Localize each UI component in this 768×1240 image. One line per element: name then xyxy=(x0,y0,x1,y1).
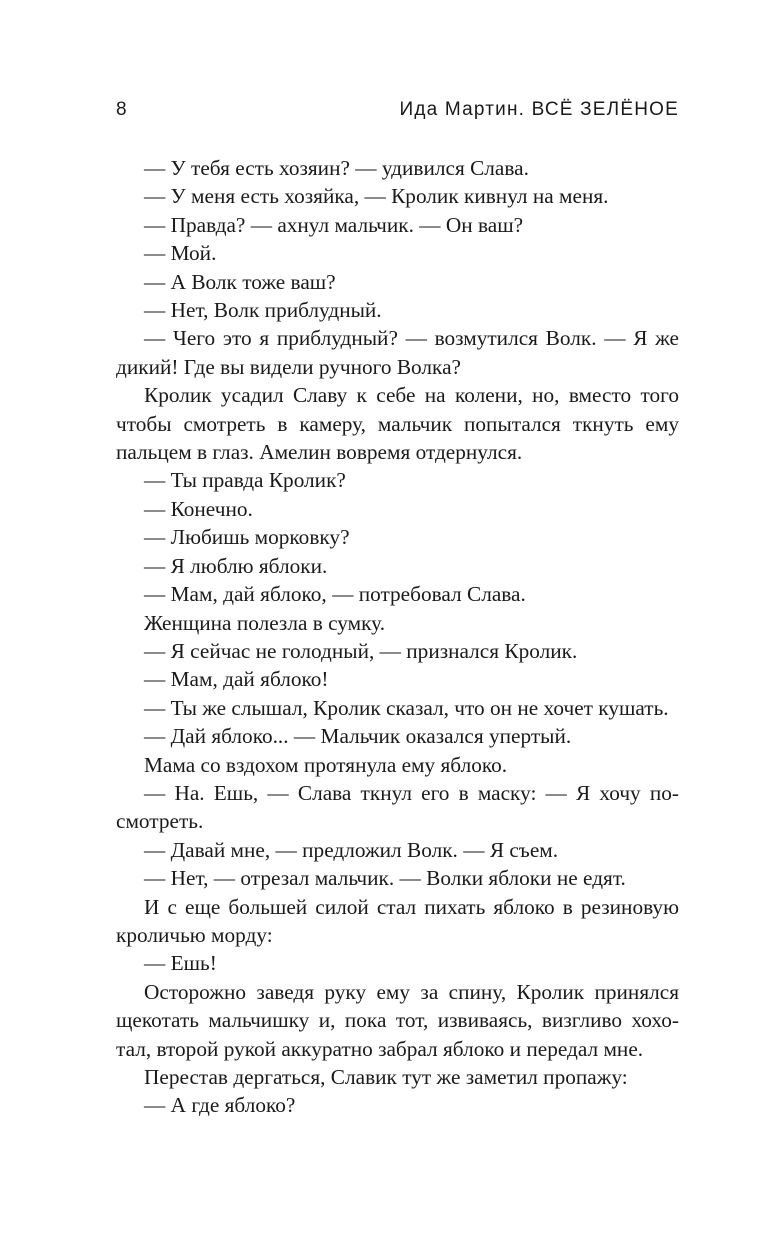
text-line: — Дай яблоко... — Мальчик оказался упертый. xyxy=(144,724,572,749)
page-number: 8 xyxy=(116,99,128,120)
text-line: — На. Ешь, — Слава ткнул его в маску: — Я хочу по- xyxy=(144,780,679,805)
text-line: щекотать мальчишку и, пока тот, извиваясь, визгливо хохо- xyxy=(116,1008,679,1033)
paragraph xyxy=(116,836,679,864)
text-line: тал, второй рукой аккуратно забрал яблоко и передал мне. xyxy=(116,1036,644,1061)
text-line: Кролик усадил Славу к себе на колени, но, вместо того xyxy=(144,383,679,408)
text-line: — Ты правда Кролик? xyxy=(144,468,346,493)
paragraph xyxy=(116,864,679,892)
text-line: — А Волк тоже ваш? xyxy=(144,269,336,294)
text-line: — У тебя есть хозяин? — удивился Слава. xyxy=(144,156,529,180)
paragraph xyxy=(116,949,679,977)
running-title: Ида Мартин. ВСЁ ЗЕЛЁНОЕ xyxy=(399,99,679,120)
text-line: — Правда? — ахнул мальчик. — Он ваш? xyxy=(144,212,524,237)
text-line: — Ты же слышал, Кролик сказал, что он не хочет кушать. xyxy=(144,695,669,720)
text-line: — А где яблоко? xyxy=(144,1093,296,1118)
paragraph xyxy=(116,665,679,693)
text-line: — У меня есть хозяйка, — Кролик кивнул на меня. xyxy=(144,184,609,209)
paragraph xyxy=(116,609,679,637)
paragraph xyxy=(116,211,679,239)
page-header xyxy=(116,96,679,124)
paragraph xyxy=(116,694,679,722)
paragraph xyxy=(116,580,679,608)
paragraph xyxy=(116,268,679,296)
text-line: — Нет, Волк приблудный. xyxy=(144,298,382,323)
paragraph xyxy=(116,154,679,182)
paragraph xyxy=(116,1063,679,1091)
paragraph xyxy=(116,722,679,750)
paragraph xyxy=(116,381,679,466)
paragraph xyxy=(116,495,679,523)
paragraph xyxy=(116,893,679,950)
text-line: Женщина полезла в сумку. xyxy=(144,610,386,635)
paragraph xyxy=(116,324,679,381)
text-line: И с еще большей силой стал пихать яблоко в резиновую xyxy=(144,894,679,919)
paragraph xyxy=(116,523,679,551)
paragraph xyxy=(116,466,679,494)
text-line: — Мам, дай яблоко! xyxy=(144,667,329,692)
paragraph xyxy=(116,552,679,580)
text-line: чтобы смотреть в камеру, мальчик попытался ткнуть ему xyxy=(116,411,679,436)
text-line: — Мой. xyxy=(144,241,217,266)
text-line: — Давай мне, — предложил Волк. — Я съем. xyxy=(144,837,559,862)
text-line: Мама со вздохом протянула ему яблоко. xyxy=(144,752,508,777)
text-line: Перестав дергаться, Славик тут же заметил пропажу: xyxy=(144,1065,628,1089)
paragraph xyxy=(116,239,679,267)
text-line: дикий! Где вы видели ручного Волка? xyxy=(116,354,461,379)
paragraph xyxy=(116,779,679,836)
body-text xyxy=(116,154,679,1120)
text-line: кроличью морду: xyxy=(116,922,273,947)
paragraph xyxy=(116,1091,679,1119)
text-line: — Я люблю яблоки. xyxy=(144,553,328,578)
text-line: — Мам, дай яблоко, — потребовал Слава. xyxy=(144,582,526,607)
text-line: — Конечно. xyxy=(144,496,253,521)
text-line: — Нет, — отрезал мальчик. — Волки яблоки не едят. xyxy=(144,866,626,891)
paragraph xyxy=(116,637,679,665)
text-line: — Я сейчас не голодный, — признался Кролик. xyxy=(144,638,578,663)
text-line: — Ешь! xyxy=(144,951,217,976)
paragraph xyxy=(116,751,679,779)
text-line: — Чего это я приблудный? — возмутился Волк. — Я же xyxy=(144,326,679,351)
paragraph xyxy=(116,182,679,210)
text-line: Осторожно заведя руку ему за спину, Кролик принялся xyxy=(144,979,679,1004)
text-line: пальцем в глаз. Амелин вовремя отдернулся. xyxy=(116,440,523,465)
text-line: смотреть. xyxy=(116,809,204,834)
paragraph xyxy=(116,978,679,1063)
text-line: — Любишь морковку? xyxy=(144,525,350,550)
paragraph xyxy=(116,296,679,324)
